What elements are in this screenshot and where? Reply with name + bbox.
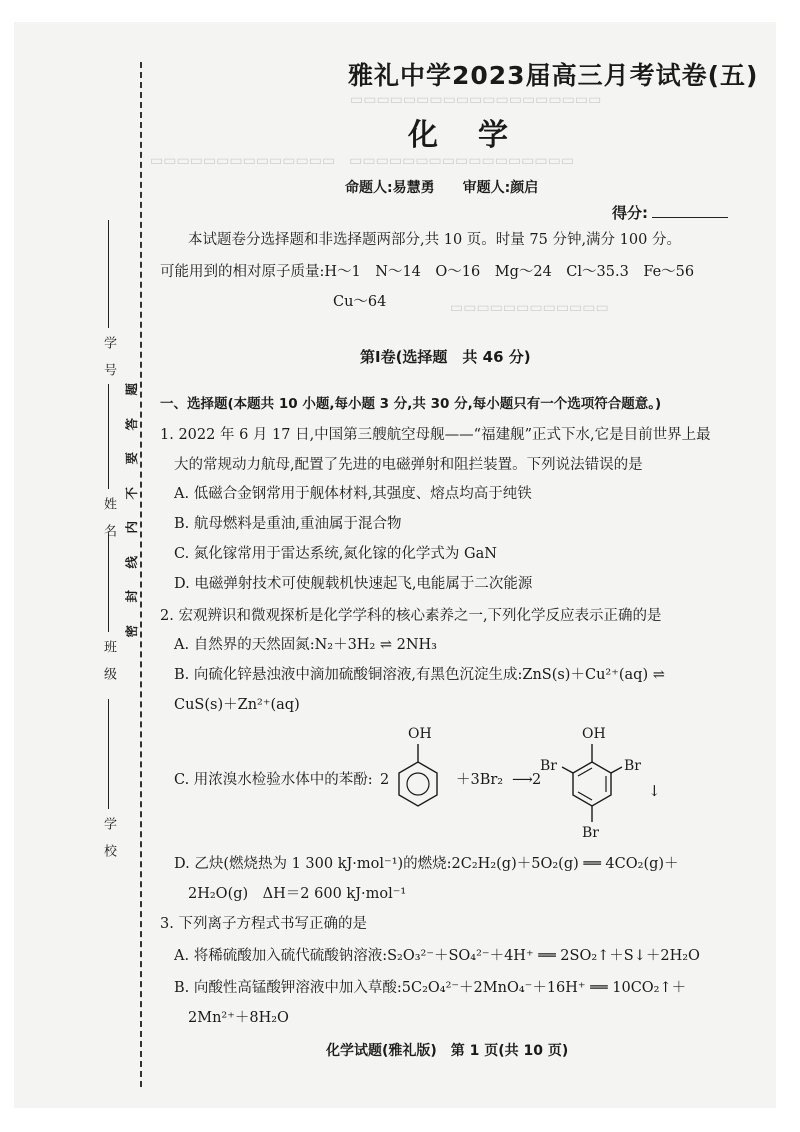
name-blank[interactable] — [108, 384, 109, 489]
tribromophenol-structure — [540, 726, 661, 841]
student-number-label: 学号 — [101, 336, 116, 390]
school-blank[interactable] — [108, 699, 109, 809]
q2-stem: 2. 宏观辨识和微观探析是化学学科的核心素养之一,下列化学反应表示正确的是 — [160, 608, 662, 624]
precipitate-arrow: ↓ — [648, 782, 661, 800]
q3-option-b-line-1: B. 向酸性高锰酸钾溶液中加入草酸:5C₂O₄²⁻＋2MnO₄⁻＋16H⁺ ══ 10CO₂↑＋ — [174, 980, 687, 996]
q1-option-d: D. 电磁弹射技术可使舰载机快速起飞,电能属于二次能源 — [174, 576, 533, 592]
bromine-reagent: ＋3Br₂ — [456, 772, 504, 788]
intro-line-3: Cu～64 — [333, 294, 387, 310]
q1-option-b: B. 航母燃料是重油,重油属于混合物 — [174, 516, 402, 532]
score-blank[interactable] — [652, 217, 728, 218]
class-blank[interactable] — [108, 534, 109, 632]
product-oh-label: OH — [582, 726, 606, 742]
q3-option-b-line-2: 2Mn²⁺＋8H₂O — [188, 1010, 289, 1026]
phenol-structure — [399, 726, 437, 806]
exam-title: 雅礼中学2023届高三月考试卷(五) — [348, 61, 759, 90]
seal-warning-char: 密 — [124, 624, 140, 638]
q2-option-c-label: C. 用浓溴水检验水体中的苯酚: — [174, 772, 373, 788]
margin-field-xuehao — [102, 216, 115, 390]
part-heading: 一、选择题(本题共 10 小题,每小题 3 分,共 30 分,每小题只有一个选项符合题意。) — [160, 396, 662, 412]
school-label: 学校 — [101, 817, 116, 871]
q3-stem: 3. 下列离子方程式书写正确的是 — [160, 916, 367, 932]
margin-field-xuexiao — [102, 695, 115, 871]
student-number-blank[interactable] — [108, 220, 109, 328]
seal-warning-char: 线 — [124, 555, 140, 569]
phenol-coefficient: 2 — [380, 772, 390, 788]
bromine-label-right: Br — [624, 758, 641, 774]
bromine-label-bottom: Br — [582, 825, 599, 841]
q1-option-c: C. 氮化镓常用于雷达系统,氮化镓的化学式为 GaN — [174, 546, 497, 562]
phenol-oh-label: OH — [408, 726, 432, 742]
score-label: 得分: — [612, 204, 648, 222]
seal-warning-char: 要 — [124, 451, 140, 465]
reaction-arrow: ⟶ — [512, 772, 533, 788]
author-line: 命题人:易慧勇 审题人:颜启 — [345, 180, 539, 196]
bleed-through-text: ▭▭▭▭▭▭▭▭▭▭▭▭▭▭▭▭▭▭▭ — [350, 92, 602, 108]
page-footer: 化学试题(雅礼版) 第 1 页(共 10 页) — [326, 1043, 569, 1059]
q3-option-a: A. 将稀硫酸加入硫代硫酸钠溶液:S₂O₃²⁻＋SO₄²⁻＋4H⁺ ══ 2SO₂↑＋S↓＋2H₂O — [174, 948, 700, 964]
margin-field-xingming — [102, 380, 115, 551]
q2-option-b-line-1: B. 向硫化锌悬浊液中滴加硫酸铜溶液,有黑色沉淀生成:ZnS(s)＋Cu²⁺(aq) ⇌ — [174, 667, 665, 683]
q1-stem-line-1: 1. 2022 年 6 月 17 日,中国第三艘航空母舰——“福建舰”正式下水,它是目前世界上最 — [160, 427, 711, 443]
intro-line-2: 可能用到的相对原子质量:H～1 N～14 O～16 Mg～24 Cl～35.3 Fe～56 — [160, 264, 695, 280]
bromine-label-left: Br — [540, 758, 557, 774]
class-label: 班级 — [101, 640, 116, 694]
score-field — [612, 202, 728, 223]
phenol-bromination-equation — [160, 722, 680, 842]
name-label: 姓名 — [101, 497, 116, 551]
intro-line-1: 本试题卷分选择题和非选择题两部分,共 10 页。时量 75 分钟,满分 100 分。 — [188, 232, 681, 248]
subject-title: 化学 — [408, 118, 548, 153]
binding-dashed-line — [140, 62, 142, 1087]
margin-field-banji — [102, 530, 115, 694]
q1-stem-line-2: 大的常规动力航母,配置了先进的电磁弹射和阻拦装置。下列说法错误的是 — [174, 457, 643, 473]
bleed-through-text: ▭▭▭▭▭▭▭▭▭▭▭▭▭▭ ▭▭▭▭▭▭▭▭▭▭▭▭▭▭▭▭▭ — [150, 153, 575, 169]
seal-warning-char: 不 — [124, 486, 140, 500]
q1-option-a: A. 低磁合金钢常用于舰体材料,其强度、熔点均高于纯铁 — [174, 486, 532, 502]
section-title: 第Ⅰ卷(选择题 共 46 分) — [360, 348, 531, 366]
seal-warning-char: 内 — [124, 520, 140, 534]
q2-option-a: A. 自然界的天然固氮:N₂＋3H₂ ⇌ 2NH₃ — [174, 637, 437, 653]
q2-option-b-line-2: CuS(s)＋Zn²⁺(aq) — [174, 697, 300, 713]
seal-warning-char: 答 — [124, 417, 140, 431]
product-coefficient: 2 — [532, 772, 542, 788]
seal-warning-char: 题 — [124, 382, 140, 396]
bleed-through-text: ▭▭▭▭▭▭▭▭▭▭▭▭ — [450, 300, 609, 316]
q2-option-d-line-2: 2H₂O(g) ΔH＝2 600 kJ·mol⁻¹ — [188, 886, 407, 902]
seal-warning-char: 封 — [124, 589, 140, 603]
q2-option-d-line-1: D. 乙炔(燃烧热为 1 300 kJ·mol⁻¹)的燃烧:2C₂H₂(g)＋5O₂(g) ══ 4CO₂(g)＋ — [174, 856, 679, 872]
